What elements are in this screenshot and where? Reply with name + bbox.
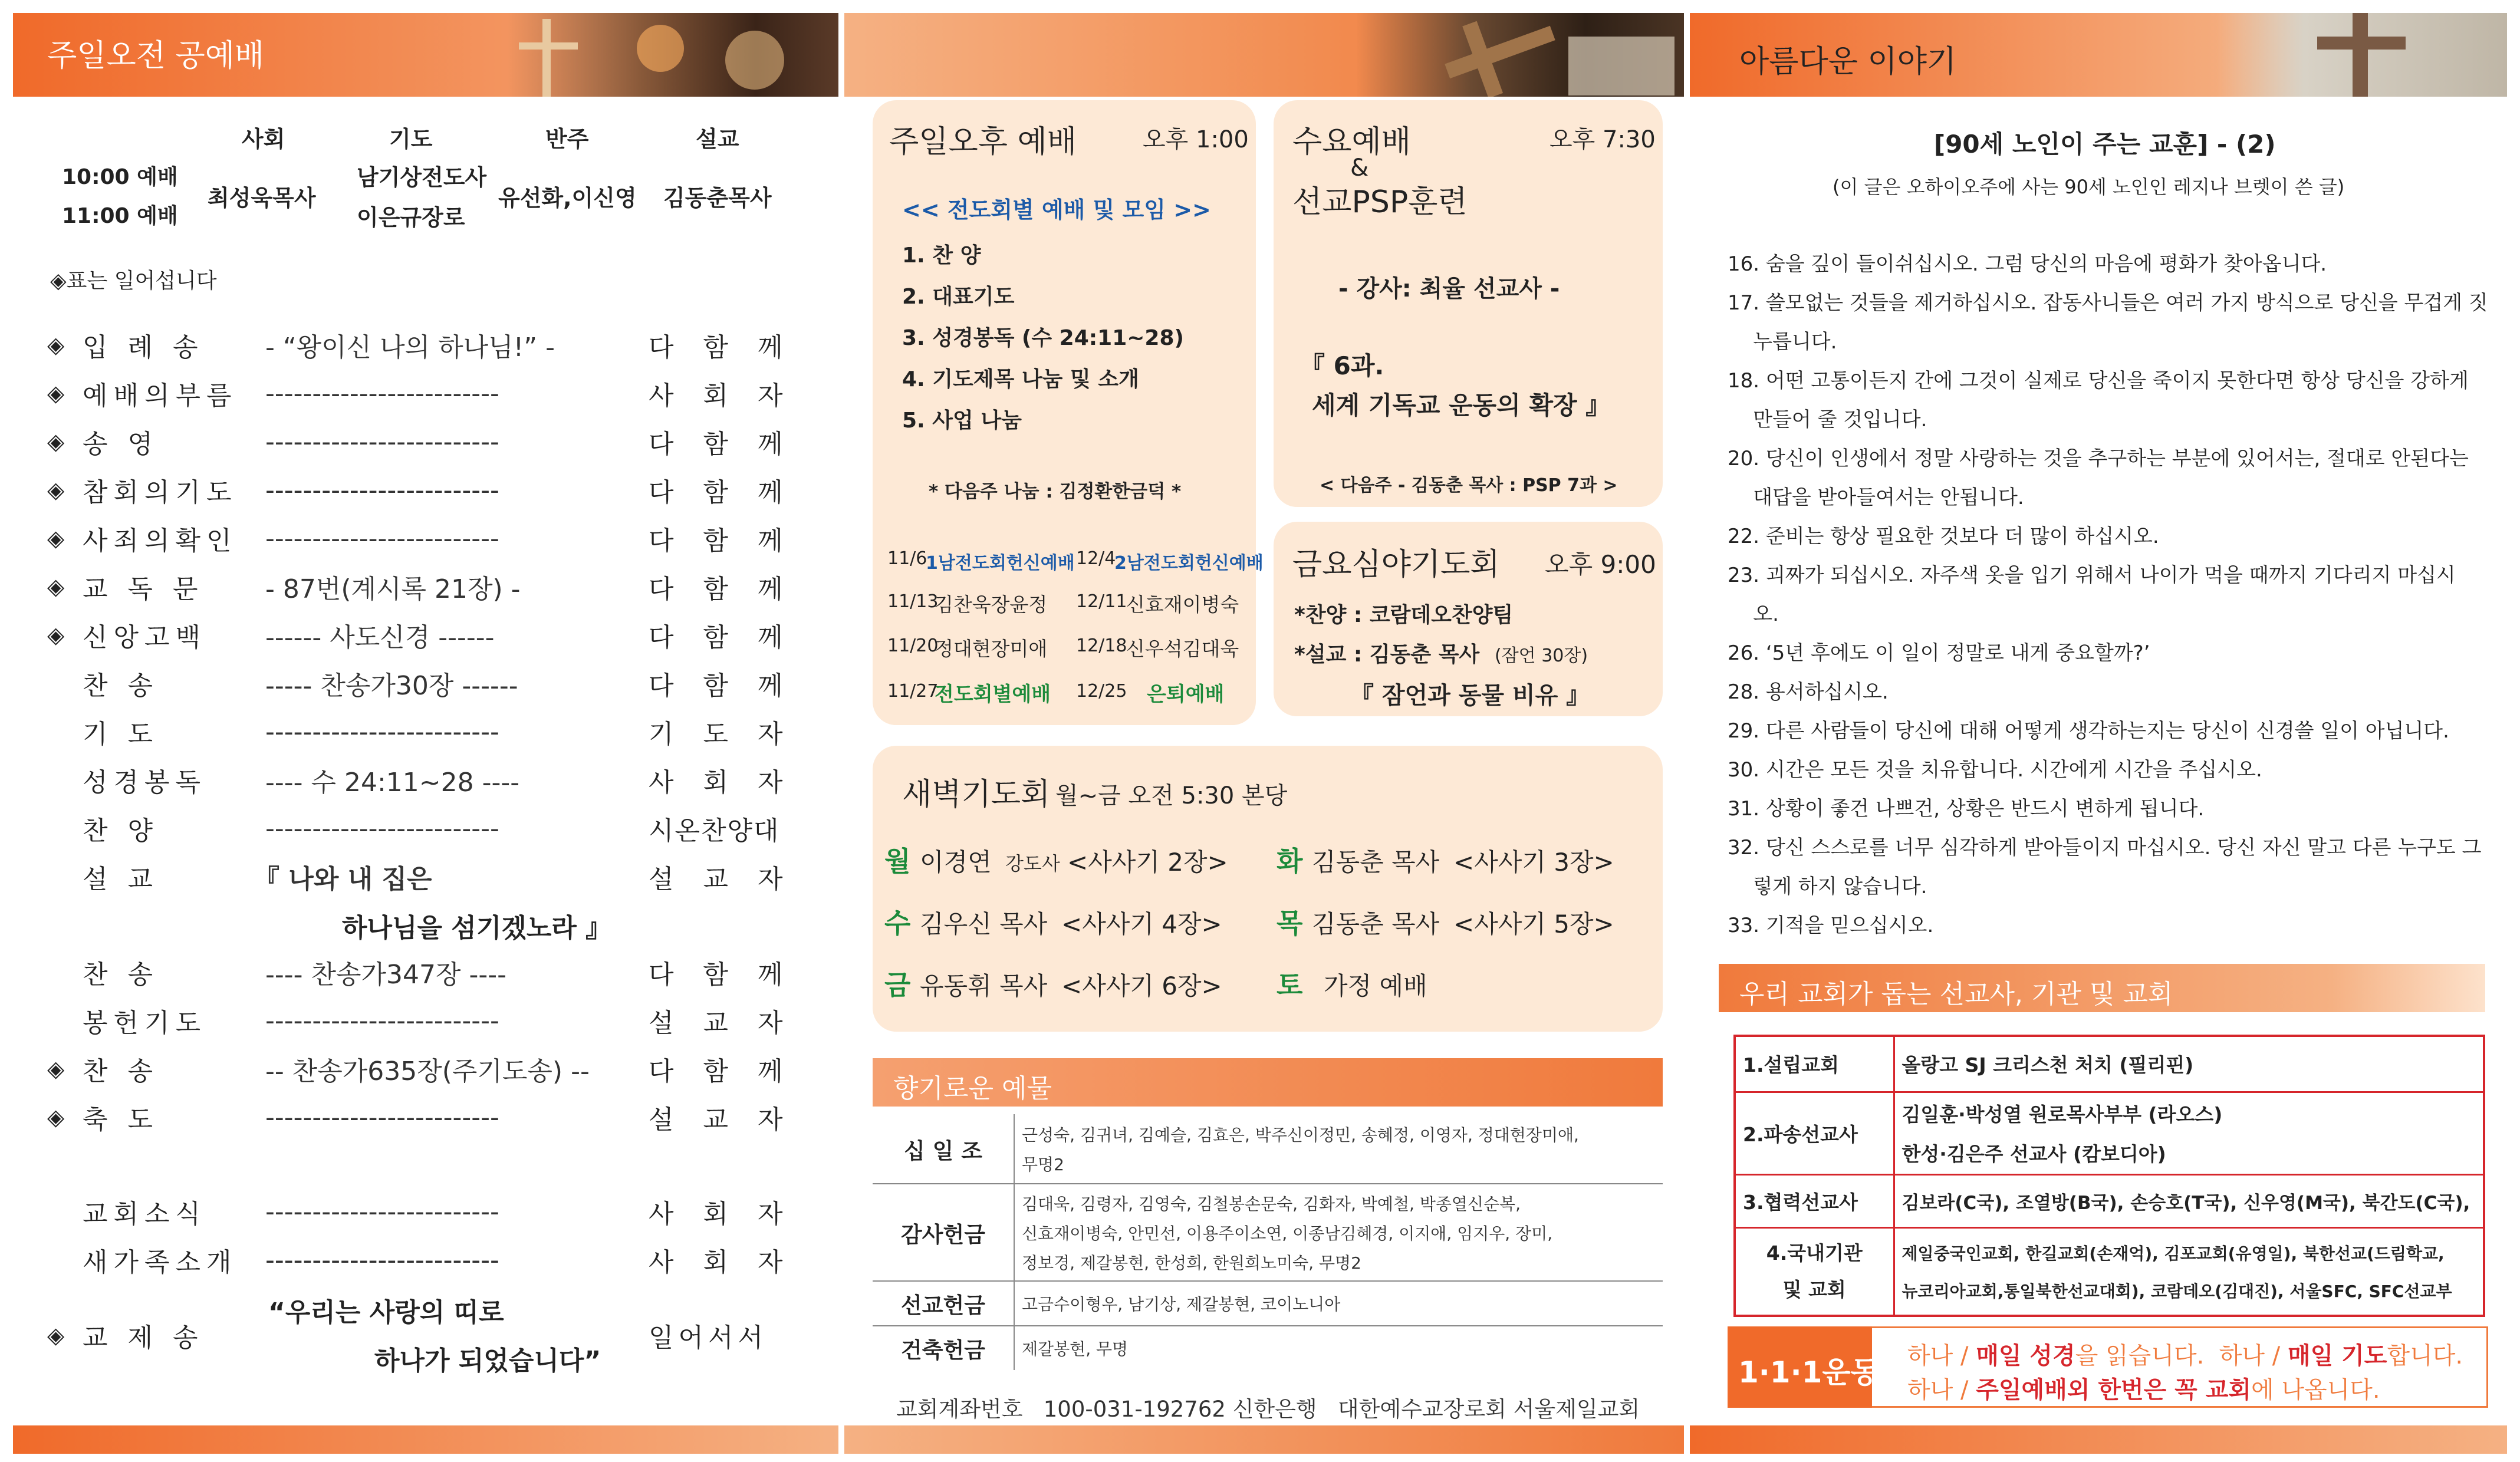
order-row: ◈ 사죄의확인 ------------------------- 다 함 께 bbox=[47, 523, 794, 556]
role-head-accompany: 반주 bbox=[545, 126, 589, 152]
dawn-day: 목 bbox=[1277, 907, 1303, 939]
movement-label: 1·1·1운동 bbox=[1738, 1355, 1879, 1389]
friday-praise: *찬양 : 코람데오찬양팀 bbox=[1294, 603, 1514, 627]
order-row: 교회소식 ------------------------- 사 회 자 bbox=[83, 1196, 794, 1229]
offering-header: 향기로운 예물 bbox=[893, 1074, 1052, 1104]
story-line: 31. 상황이 좋건 나쁘건, 상황은 반드시 변하게 됩니다. bbox=[1728, 797, 2205, 821]
schedule-item: 은퇴예배 bbox=[1147, 683, 1225, 706]
dawn-day: 토 bbox=[1277, 969, 1303, 1001]
story-line: 32. 당신 스스로를 너무 심각하게 받아들이지 마십시오. 당신 자신 말고 다른 누구도 그 bbox=[1728, 836, 2482, 860]
afternoon-item: 1. 찬 양 bbox=[902, 243, 981, 268]
dawn-day: 금 bbox=[884, 969, 911, 1001]
offering-label: 건축헌금 bbox=[873, 1326, 1014, 1370]
middle-footer-band bbox=[844, 1425, 1684, 1454]
dawn-text: <사사기 3장> bbox=[1453, 848, 1614, 877]
mission-row bbox=[1735, 1036, 2484, 1092]
role-prayer-name-1: 남기상전도사 bbox=[357, 164, 487, 190]
wednesday-title-1: 수요예배 bbox=[1292, 124, 1411, 160]
dawn-preacher: 가정 예배 bbox=[1324, 972, 1427, 1000]
order-row: ◈ 신앙고백 ------ 사도신경 ------ 다 함 께 bbox=[47, 622, 794, 653]
wednesday-lecturer: - 강사: 최율 선교사 - bbox=[1338, 275, 1560, 302]
afternoon-subtitle: << 전도회별 예배 및 모임 >> bbox=[902, 197, 1211, 223]
mission-label: 1.설립교회 bbox=[1735, 1036, 1894, 1092]
mission-table bbox=[1733, 1035, 2485, 1317]
story-line: 누릅니다. bbox=[1728, 330, 1837, 354]
schedule-date: 12/25 bbox=[1076, 681, 1127, 702]
mission-row bbox=[1735, 1227, 2484, 1316]
wednesday-lesson-2: 세계 기독교 운동의 확장 』 bbox=[1312, 391, 1611, 420]
afternoon-time: 오후 1:00 bbox=[1143, 126, 1249, 153]
dawn-text: <사사기 4장> bbox=[1061, 910, 1222, 939]
mission-value: 김보라(C국), 조열방(B국), 손승호(T국), 신우영(M국), 북간도(C국), bbox=[1894, 1174, 2484, 1227]
story-line: 23. 괴짜가 되십시오. 자주색 옷을 입기 위해서 나이가 먹을 때까지 기다리지 마십시 bbox=[1728, 564, 2456, 587]
closing-song-line2: 하나가 되었습니다” bbox=[374, 1346, 601, 1376]
offering-names: 근성숙, 김귀녀, 김예슬, 김효은, 박주신이정민, 송혜정, 이영자, 정대현장미애, 무명2 bbox=[1014, 1114, 1663, 1184]
role-host-name: 최성욱목사 bbox=[208, 185, 316, 211]
order-row: 봉헌기도 ------------------------- 설 교 자 bbox=[83, 1005, 794, 1038]
wednesday-time: 오후 7:30 bbox=[1549, 126, 1656, 153]
movement-line-1: 하나 / 매일 성경을 읽습니다. 하나 / 매일 기도합니다. bbox=[1907, 1342, 2463, 1369]
schedule-date: 11/20 bbox=[887, 635, 939, 656]
order-row: 기 도 ------------------------- 기 도 자 bbox=[83, 716, 794, 749]
schedule-date: 12/18 bbox=[1076, 635, 1127, 656]
story-line: 렇게 하지 않습니다. bbox=[1728, 875, 1927, 898]
schedule-date: 12/11 bbox=[1076, 591, 1127, 612]
role-head-preacher: 설교 bbox=[696, 126, 739, 152]
story-line: 16. 숨을 깊이 들이쉬십시오. 그럼 당신의 마음에 평화가 찾아옵니다. bbox=[1728, 252, 2327, 276]
dawn-preacher: 김동춘 목사 bbox=[1312, 910, 1440, 939]
dawn-preacher-pos: 강도사 bbox=[1005, 852, 1060, 875]
sermon-title-line2: 하나님을 섬기겠노라 』 bbox=[342, 913, 612, 943]
offering-table bbox=[873, 1114, 1663, 1370]
offering-row bbox=[873, 1114, 1663, 1184]
wednesday-service-panel bbox=[1274, 100, 1663, 507]
order-row-closing: ◈ 교 제 송 일어서서 bbox=[47, 1322, 768, 1353]
offering-names: 고금수이형우, 남기상, 제갈봉현, 코이노니아 bbox=[1014, 1281, 1663, 1326]
left-header-title: 주일오전 공예배 bbox=[47, 38, 265, 74]
order-row: ◈ 축 도 ------------------------- 설 교 자 bbox=[47, 1102, 794, 1135]
dawn-text: <사사기 2장> bbox=[1067, 848, 1228, 877]
dawn-text: <사사기 5장> bbox=[1453, 910, 1614, 939]
dawn-preacher: 유동휘 목사 bbox=[920, 972, 1048, 1000]
story-line: 29. 다른 사람들이 당신에 대해 어떻게 생각하는지는 당신이 신경쓸 일이 아닙니다. bbox=[1728, 719, 2449, 743]
offering-label: 감사헌금 bbox=[873, 1184, 1014, 1281]
afternoon-item: 3. 성경봉독 (수 24:11~28) bbox=[902, 326, 1184, 350]
friday-title: 금요심야기도회 bbox=[1292, 547, 1500, 582]
mission-label: 2.파송선교사 bbox=[1735, 1092, 1894, 1174]
role-head-host: 사회 bbox=[242, 126, 285, 152]
story-line: 28. 용서하십시오. bbox=[1728, 680, 1889, 704]
order-row: 찬 송 ----- 찬송가30장 ------ 다 함 께 bbox=[83, 671, 794, 701]
service-time-11: 11:00 예배 bbox=[62, 204, 178, 228]
left-footer-band bbox=[13, 1425, 838, 1454]
order-row: 새가족소개 ------------------------- 사 회 자 bbox=[83, 1244, 794, 1277]
mission-value: 제일중국인교회, 한길교회(손재억), 김포교회(유영일), 북한선교(드림학교, 뉴코리아교회,통일북한선교대회), 코람데오(김대진), 서울SFC, SFC선교부 bbox=[1894, 1227, 2484, 1316]
order-row: ◈ 입 례 송 - “왕이신 나의 하나님!” - 다 함 께 bbox=[47, 332, 794, 363]
afternoon-next: * 다음주 나눔 : 김정환한금덕 * bbox=[929, 481, 1182, 502]
order-row: ◈ 참회의기도 ------------------------- 다 함 께 bbox=[47, 475, 794, 508]
story-line: 오. bbox=[1728, 602, 1779, 626]
mission-header: 우리 교회가 돕는 선교사, 기관 및 교회 bbox=[1739, 979, 2173, 1009]
dawn-text: <사사기 6장> bbox=[1061, 972, 1222, 1000]
role-preacher-name: 김동춘목사 bbox=[663, 185, 772, 211]
wednesday-title-2: 선교PSP훈련 bbox=[1292, 185, 1468, 220]
mission-label: 4.국내기관 및 교회 bbox=[1735, 1227, 1894, 1316]
closing-song-line1: “우리는 사랑의 띠로 bbox=[268, 1298, 504, 1328]
afternoon-title: 주일오후 예배 bbox=[889, 124, 1077, 160]
story-subtitle: (이 글은 오하이오주에 사는 90세 노인인 레지나 브렛이 쓴 글) bbox=[1833, 176, 2345, 198]
dawn-day: 월 bbox=[884, 845, 911, 877]
order-row: 찬 송 ---- 찬송가347장 ---- 다 함 께 bbox=[83, 960, 794, 990]
dawn-preacher: 김동춘 목사 bbox=[1312, 848, 1440, 877]
story-line: 20. 당신이 인생에서 정말 사랑하는 것을 추구하는 부분에 있어서는, 절대로 안된다는 bbox=[1728, 447, 2469, 470]
offering-names: 제갈봉현, 무명 bbox=[1022, 1339, 1129, 1359]
schedule-item: 신우석김대욱 bbox=[1126, 637, 1239, 660]
schedule-item: 김찬욱장윤정 bbox=[935, 593, 1048, 616]
schedule-date: 12/4 bbox=[1076, 548, 1116, 569]
offering-label: 십 일 조 bbox=[873, 1114, 1014, 1184]
schedule-item: 전도회별예배 bbox=[935, 683, 1051, 706]
dawn-day: 화 bbox=[1277, 845, 1303, 877]
dawn-preacher: 이경연 bbox=[920, 848, 992, 877]
afternoon-item: 5. 사업 나눔 bbox=[902, 409, 1022, 433]
service-time-10: 10:00 예배 bbox=[62, 165, 178, 189]
mission-row bbox=[1735, 1092, 2484, 1174]
story-line: 만들어 줄 것입니다. bbox=[1728, 408, 1927, 432]
wednesday-lesson-1: 『 6과. bbox=[1300, 351, 1384, 380]
friday-topic: 『 잠언과 동물 비유 』 bbox=[1350, 682, 1590, 709]
story-line: 22. 준비는 항상 필요한 것보다 더 많이 하십시오. bbox=[1728, 525, 2159, 548]
role-head-prayer: 기도 bbox=[389, 126, 433, 152]
movement-line-2: 하나 / 주일예배외 한번은 꼭 교회에 나옵니다. bbox=[1907, 1377, 2380, 1404]
friday-time: 오후 9:00 bbox=[1545, 550, 1656, 579]
friday-sermon-ref: (잠언 30장) bbox=[1495, 646, 1588, 666]
standing-note: ◈표는 일어섭니다 bbox=[50, 269, 217, 293]
order-row: ◈ 예배의부름 ------------------------- 사 회 자 bbox=[47, 378, 794, 411]
dawn-day: 수 bbox=[884, 907, 911, 939]
offering-row bbox=[873, 1281, 1663, 1326]
friday-sermon: *설교 : 김동춘 목사 bbox=[1294, 643, 1480, 667]
order-row: ◈ 교 독 문 - 87번(계시록 21장) - 다 함 께 bbox=[47, 574, 794, 604]
church-account-footer: 교회계좌번호 100-031-192762 신한은행 대한예수교장로회 서울제일교회 bbox=[896, 1397, 1640, 1422]
wednesday-next: < 다음주 - 김동춘 목사 : PSP 7과 > bbox=[1320, 475, 1618, 496]
mission-label: 3.협력선교사 bbox=[1735, 1174, 1894, 1227]
right-header-title: 아름다운 이야기 bbox=[1739, 44, 1957, 80]
schedule-item: 정대현장미애 bbox=[935, 637, 1048, 660]
order-row: ◈ 찬 송 -- 찬송가635장(주기도송) -- 다 함 께 bbox=[47, 1056, 794, 1086]
right-footer-band bbox=[1690, 1425, 2507, 1454]
story-line: 18. 어떤 고통이든지 간에 그것이 실제로 당신을 죽이지 못한다면 항상 당신을 강하게 bbox=[1728, 369, 2469, 393]
bible-cross-photo bbox=[1356, 13, 1684, 97]
schedule-date: 11/13 bbox=[887, 591, 939, 612]
story-line: 26. ‘5년 후에도 이 일이 정말로 내게 중요할까?’ bbox=[1728, 641, 2150, 665]
afternoon-item: 2. 대표기도 bbox=[902, 285, 1015, 309]
offering-row bbox=[873, 1184, 1663, 1281]
dawn-title: 새벽기도회 bbox=[902, 777, 1051, 812]
role-prayer-name-2: 이은규장로 bbox=[357, 205, 465, 231]
dawn-preacher: 김우신 목사 bbox=[920, 910, 1048, 939]
schedule-date: 11/27 bbox=[887, 681, 939, 702]
role-accompany-name: 유선화,이신영 bbox=[498, 185, 637, 211]
schedule-item: 2남전도회헌신예배 bbox=[1114, 553, 1264, 574]
order-row-sermon: 설 교 『 나와 내 집은 설 교 자 bbox=[83, 864, 794, 894]
order-row: 찬 양 ------------------------- 시온찬양대 bbox=[83, 813, 780, 846]
schedule-date: 11/6 bbox=[887, 548, 927, 569]
order-row: 성경봉독 ---- 수 24:11~28 ---- 사 회 자 bbox=[83, 768, 794, 798]
story-line: 17. 쓸모없는 것들을 제거하십시오. 잡동사니들은 여러 가지 방식으로 당신을 무겁게 짓 bbox=[1728, 291, 2488, 315]
order-row: ◈ 송 영 ------------------------- 다 함 께 bbox=[47, 426, 794, 459]
book-cross-photo bbox=[2217, 13, 2507, 97]
story-line: 33. 기적을 믿으십시오. bbox=[1728, 914, 1934, 937]
mission-value: 올랑고 SJ 크리스천 처치 (필리핀) bbox=[1894, 1036, 2484, 1092]
afternoon-item: 4. 기도제목 나눔 및 소개 bbox=[902, 367, 1139, 391]
story-line: 대답을 받아들여서는 안됩니다. bbox=[1728, 486, 2024, 509]
offering-row bbox=[873, 1326, 1663, 1370]
story-title: [90세 노인이 주는 교훈] - (2) bbox=[1934, 130, 2276, 159]
offering-label: 선교헌금 bbox=[873, 1281, 1014, 1326]
dawn-subtitle: 월~금 오전 5:30 본당 bbox=[1055, 782, 1288, 809]
story-line: 30. 시간은 모든 것을 치유합니다. 시간에게 시간을 주십시오. bbox=[1728, 758, 2262, 782]
mission-row bbox=[1735, 1174, 2484, 1227]
mission-value: 김일훈·박성열 원로목사부부 (라오스) 한성·김은주 선교사 (캄보디아) bbox=[1894, 1092, 2484, 1174]
schedule-item: 신효재이병숙 bbox=[1126, 593, 1239, 616]
wednesday-amp: & bbox=[1350, 154, 1369, 182]
offering-names: 김대욱, 김령자, 김영숙, 김철봉손문숙, 김화자, 박예철, 박종열신순복, 신효재이병숙, 안민선, 이용주이소연, 이종남김혜경, 이지애, 임지우, 장미, 정보경, 제갈봉현, 한성희, 한원희노미숙, 무명2 bbox=[1014, 1184, 1663, 1281]
schedule-item: 1남전도회헌신예배 bbox=[926, 553, 1075, 574]
cross-candle-photo bbox=[507, 13, 838, 97]
